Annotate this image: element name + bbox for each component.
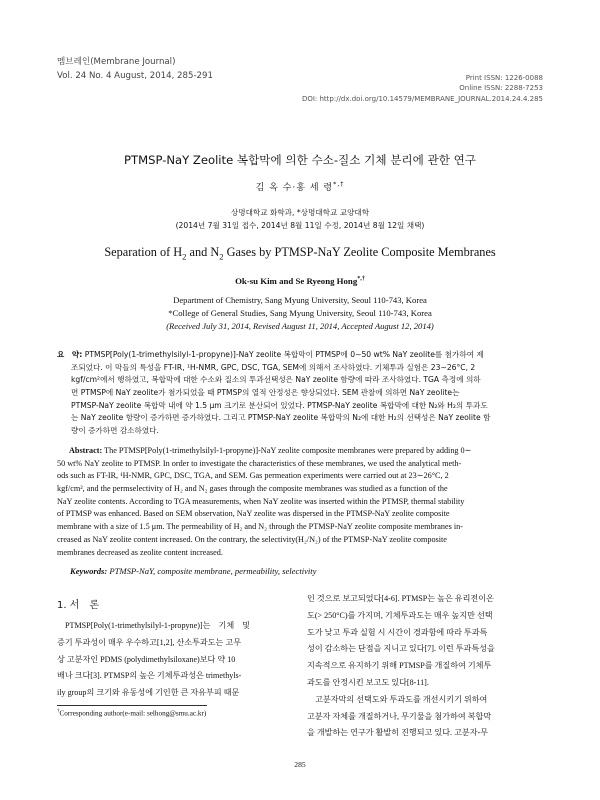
english-abstract-label: Abstract: xyxy=(69,446,103,455)
english-dates: (Received July 31, 2014, Revised August 11, 2014, Accepted August 12, 2014) xyxy=(166,321,434,331)
korean-affiliation: 상명대학교 화학과, *상명대학교 교양대학 xyxy=(230,208,370,217)
right-column xyxy=(307,591,543,742)
abstract-line: ods such as FT-IR, ¹H-NMR, GPC, DSC, TGA, and SEM. Gas permeation experiments were carried out at 23∼26°C, 2 xyxy=(57,471,449,481)
abstract-line: 50 wt% NaY zeolite to PTMSP. In order to investigate the characteristics of these membranes, we used the analytical meth- xyxy=(57,458,462,468)
body-line: 배나 크다[3]. PTMSP의 높은 기체투과성은 trimethyls- xyxy=(57,671,242,681)
abstract-line: membranes decreased as zeolite content increased. xyxy=(57,547,223,557)
korean-title: PTMSP-NaY Zeolite 복합막에 의한 수소-질소 기체 분리에 관한 연구 xyxy=(124,153,476,167)
korean-author-names: 김 옥 수·홍 세 령 xyxy=(255,183,334,193)
online-issn: Online ISSN: 2288-7253 xyxy=(459,84,543,93)
footnote xyxy=(57,709,206,717)
title-subscript: 2 xyxy=(219,251,224,262)
abstract-line: kgf/cm²에서 행하였고, 복합막에 대한 수소와 질소의 투과선택성은 NaY zeolite 함량에 따라 조사하였다. TGA 측정에 의하 xyxy=(71,375,481,385)
journal-header xyxy=(57,55,213,83)
section-heading: 1. 서 론 xyxy=(57,600,100,611)
abstract-line: kgf/cm², and the permselectivity of H₂ and N₂ gases through the composite membranes was studied as a function of the xyxy=(57,484,448,494)
english-author-names: Ok-su Kim and Se Ryeong Hong xyxy=(235,276,358,286)
body-line: 도(> 250°C)를 가지며, 기체투과도는 매우 높지만 선택 xyxy=(307,610,493,620)
issn-block xyxy=(302,73,543,104)
abstract-line: PTMSP-NaY zeolite 복합막 내에 약 1.5 μm 크기로 분산되어 있었다. PTMSP-NaY zeolite 복합막에 대한 N₂와 H₂의 투과도 xyxy=(71,400,488,410)
body-line: 인 것으로 보고되었다[4-6]. PTMSP는 높은 유리전이온 xyxy=(307,594,494,603)
abstract-line: 량이 증가하면 감소하였다. xyxy=(71,426,159,436)
body-line: 상 고분자인 PDMS (polydimethylsiloxane)보다 약 10 xyxy=(57,654,236,664)
abstract-line: creased as NaY zeolite content increased. On the contrary, the selectivity(H₂/N₂) of the PTMSP-NaY zeolite composite xyxy=(57,534,447,544)
abstract-line: NaY zeolite contents. According to TGA measurements, when NaY zeolite was inserted within the PTMSP, thermal stability xyxy=(57,496,465,506)
title-subscript: 2 xyxy=(182,251,187,262)
english-affiliation-2: *College of General Studies, Sang Myung University, Seoul 110-743, Korea xyxy=(168,308,432,318)
abstract-text: PTMSP[Poly(1-trimethylsilyl-1-propyne)]-NaY zeolite 복합막이 PTMSP에 0∼50 wt% NaY zeolite를 첨가하여 제 xyxy=(84,350,484,359)
english-affiliation-1: Department of Chemistry, Sang Myung University, Seoul 110-743, Korea xyxy=(173,295,427,305)
abstract-line: 는 NaY zeolite 함량이 증가하면 증가하였다. 그리고 PTMSP-NaY zeolite 복합막의 N₂에 대한 H₂의 선택성은 NaY zeolite 함 xyxy=(71,413,491,423)
print-issn: Print ISSN: 1226-0088 xyxy=(465,74,543,82)
body-line: 증기 투과성이 매우 우수하고[1,2], 산소투과도는 고무 xyxy=(57,637,242,647)
left-column xyxy=(57,618,293,702)
body-line: 고분자 자체를 개질하거나, 무기물을 첨가하여 복합막 xyxy=(307,711,492,721)
footnote-mark: † xyxy=(57,709,60,714)
body-line: ily group의 크기와 유동성에 기인한 큰 자유부피 때문 xyxy=(57,688,240,698)
abstract-line: of PTMSP was enhanced. Based on SEM observation, NaY zeolite was dispersed in the PTMSP-NaY zeolite composite xyxy=(57,509,450,519)
body-line: 성이 감소하는 단점을 지니고 있다[7]. 이런 투과특성을 xyxy=(307,644,495,654)
english-abstract xyxy=(57,445,543,559)
footnote-divider xyxy=(57,705,207,706)
abstract-line: membrane with a size of 1.5 μm. The permeability of H₂ and N₂ through the PTMSP-NaY zeolite composite membranes in- xyxy=(57,522,463,532)
body-line: 을 개발하는 연구가 활발히 진행되고 있다. 고분자-무 xyxy=(307,728,489,738)
title-part: and N xyxy=(186,245,220,259)
keywords-label: Keywords: xyxy=(70,566,108,576)
title-part: Separation of H xyxy=(104,245,183,259)
doi-link[interactable]: DOI: http://dx.doi.org/10.14579/MEMBRANE_JOURNAL.2014.24.4.285 xyxy=(301,94,543,103)
keywords xyxy=(70,566,317,576)
body-line: 도가 낮고 투과 실험 시 시간이 경과함에 따라 투과특 xyxy=(307,627,488,637)
korean-author-mark: *,† xyxy=(333,181,345,188)
body-line: PTMSP[Poly(1-trimethylsilyl-1-propyne)]는 기체 및 xyxy=(65,621,251,630)
korean-abstract-label: 요 약: xyxy=(57,350,83,359)
abstract-line: 조되었다. 이 막들의 특성을 FT-IR, ¹H-NMR, GPC, DSC, TGA, SEM에 의해서 조사하였다. 기체투과 실험은 23∼26°C, 2 xyxy=(71,362,476,372)
title-part: Gases by PTMSP-NaY Zeolite Composite Membranes xyxy=(223,245,496,259)
volume-info: Vol. 24 No. 4 August, 2014, 285-291 xyxy=(57,71,213,81)
abstract-line: 면 PTMSP에 NaY zeolite가 첨가되었을 때 PTMSP의 열적 안정성은 향상되었다. SEM 관찰에 의하면 NaY zeolite는 xyxy=(71,388,460,398)
page-number: 285 xyxy=(294,760,306,769)
footnote-text: Corresponding author(e-mail: selhong@smu.ac.kr) xyxy=(59,709,207,718)
journal-name: 멤브레인(Membrane Journal) xyxy=(57,57,176,67)
body-line: 고분자막의 선택도와 투과도를 개선시키기 위하여 xyxy=(307,694,488,704)
english-authors xyxy=(0,276,600,286)
abstract-text: The PTMSP[Poly(1-trimethylsilyl-1-propyne)]-NaY zeolite composite membranes were prepared by adding 0∼ xyxy=(104,446,472,455)
body-line: 과도를 안정시킨 보고도 있다[8-11]. xyxy=(307,677,429,687)
abstract-line xyxy=(57,445,543,458)
keywords-text: PTMSP-NaY, composite membrane, permeability, selectivity xyxy=(109,566,317,576)
abstract-line xyxy=(57,349,543,362)
body-line: 지속적으로 유지하기 위해 PTMSP를 개질하여 기체투 xyxy=(307,661,492,671)
korean-dates: (2014년 7월 31일 접수, 2014년 8월 11일 수정, 2014년 8월 12일 채택) xyxy=(175,221,425,230)
korean-authors xyxy=(0,180,600,193)
korean-abstract xyxy=(57,349,543,438)
english-author-mark: *,† xyxy=(357,276,365,283)
english-title xyxy=(0,245,600,261)
